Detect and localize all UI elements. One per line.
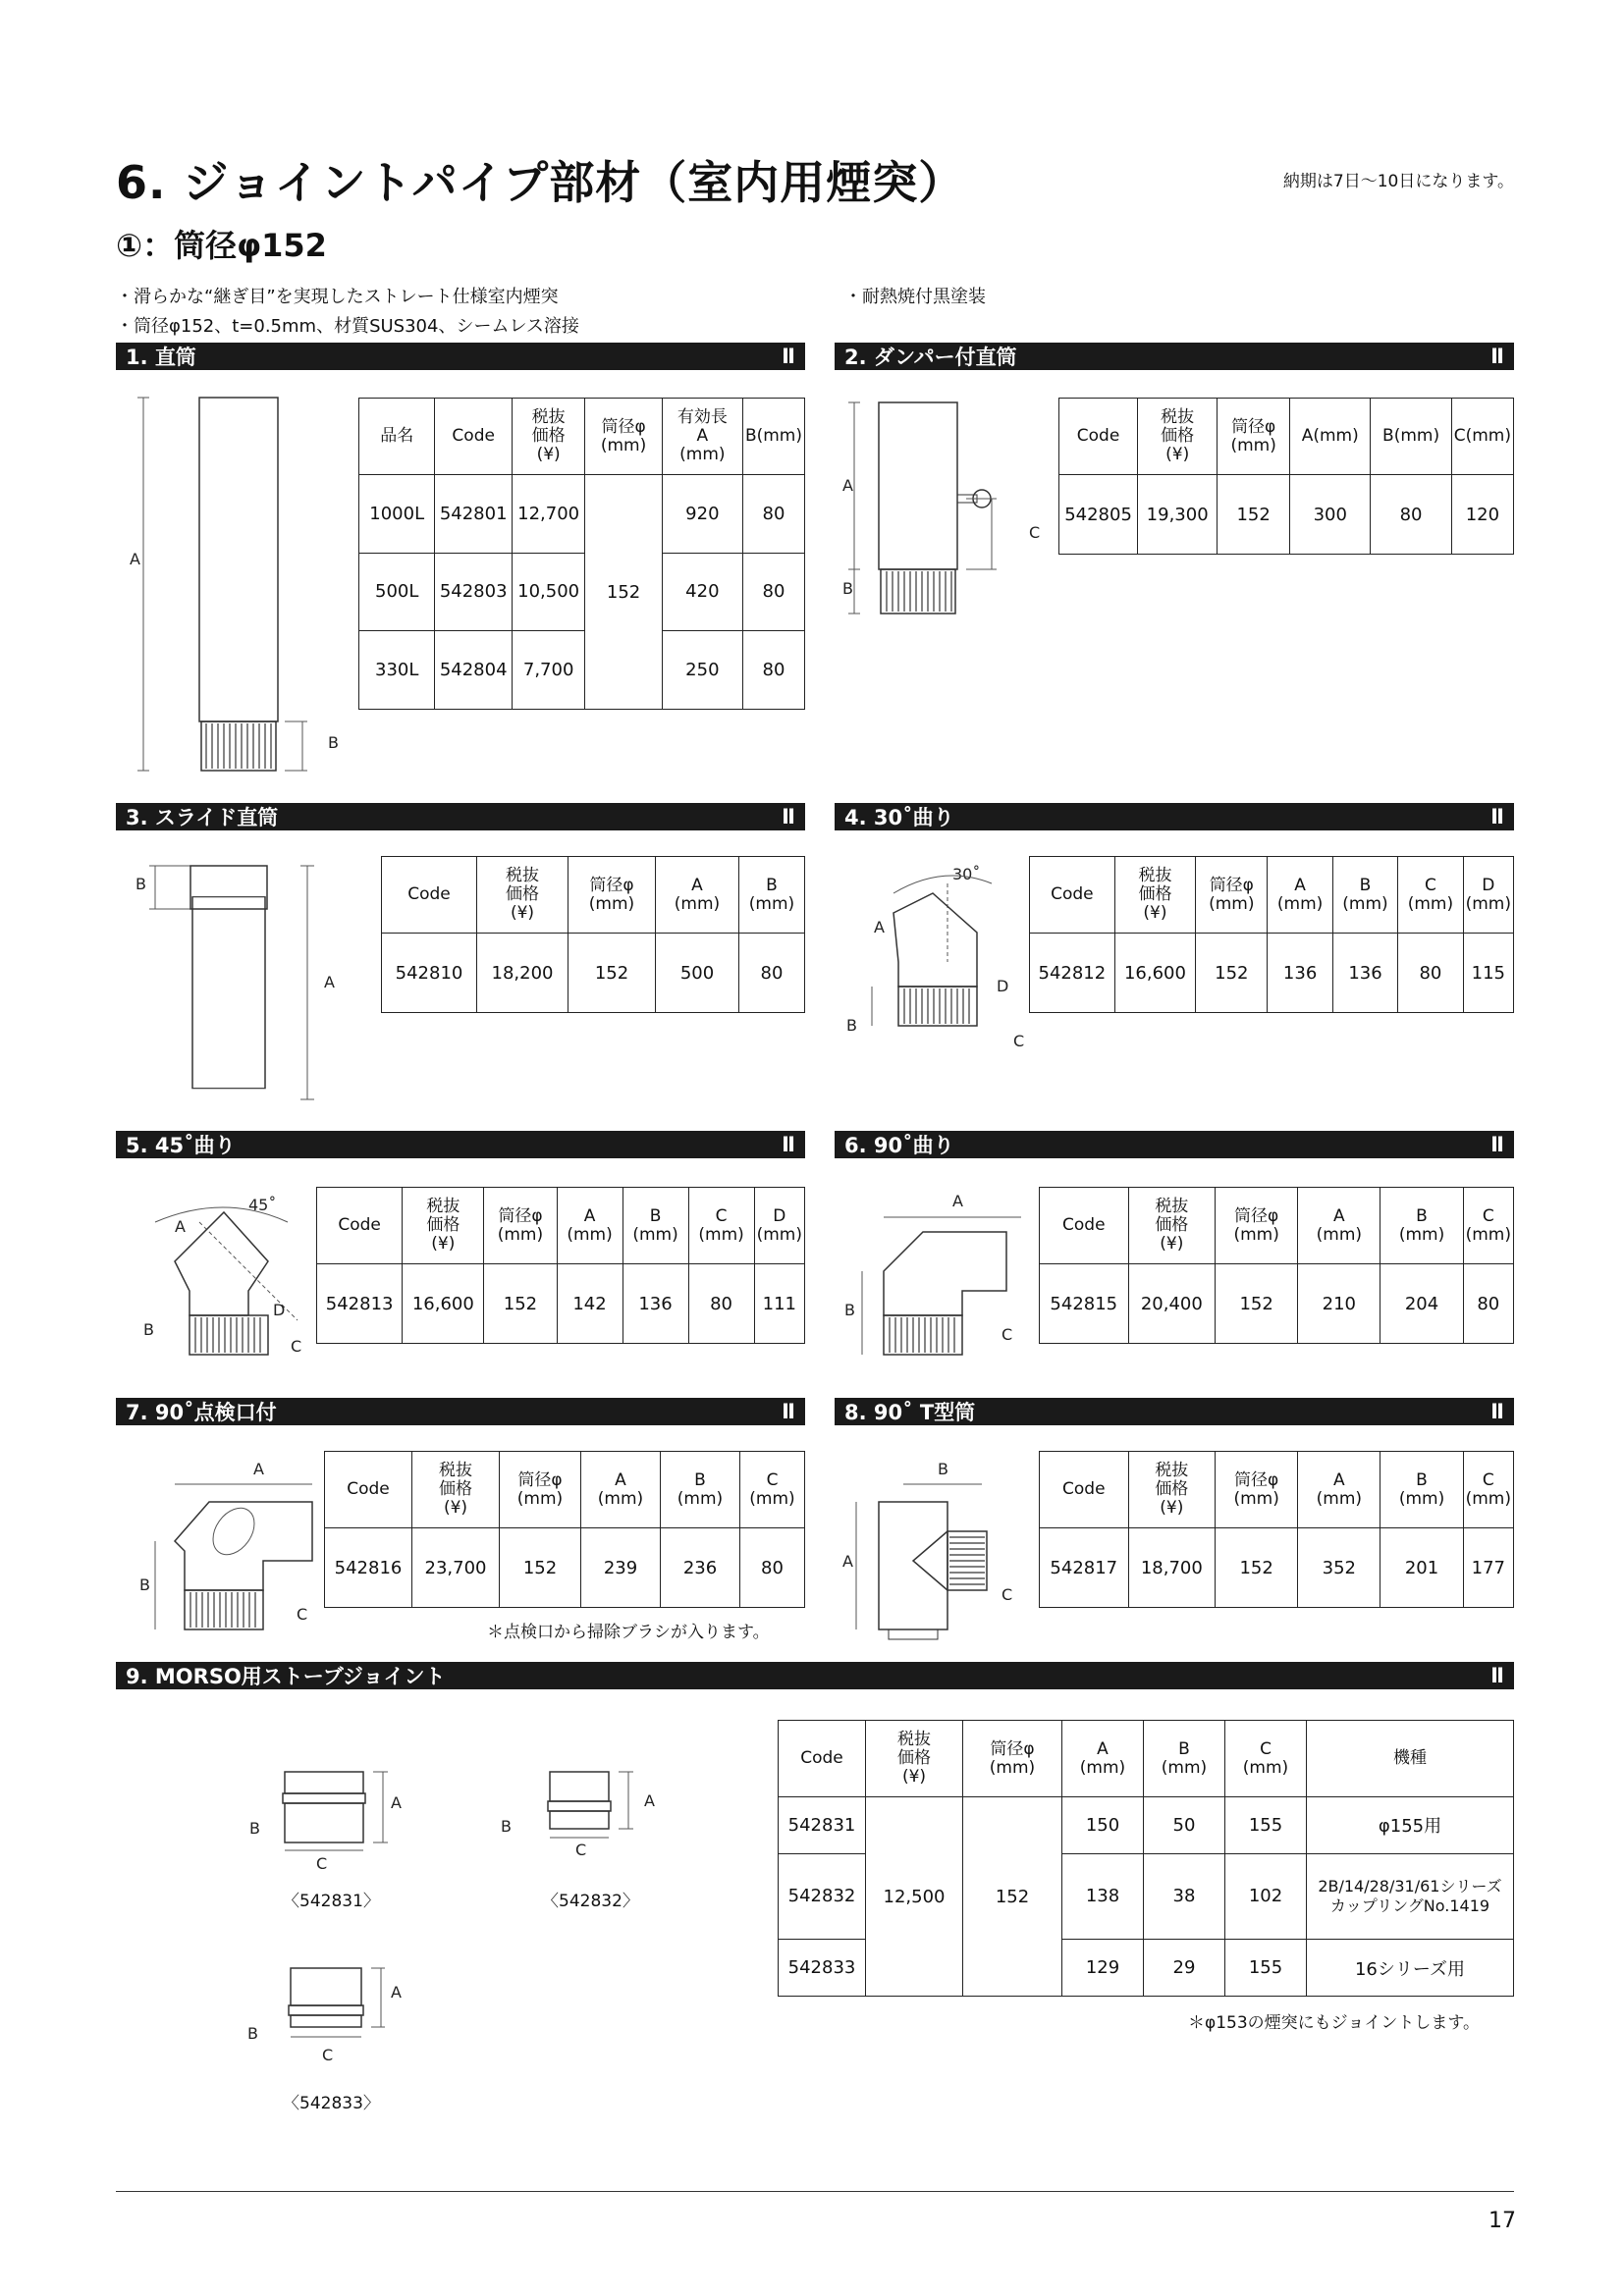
col-b: B(mm): [742, 399, 804, 475]
section-bar-6: [835, 1131, 1514, 1158]
spec-table-6: Code 税抜 価格 (¥) 筒径φ (mm) A (mm) B (mm) C (mm) 542815 20,400 152 210 204 80: [1039, 1187, 1514, 1344]
section-title: 3. スライド直筒: [126, 806, 279, 829]
elbow-90-inspection-diagram: [116, 1453, 332, 1639]
table-row: 542810 18,200 152 500 80: [382, 934, 805, 1013]
section-mark: Ⅱ: [1490, 1664, 1504, 1687]
svg-text:B: B: [139, 1575, 150, 1594]
svg-text:45˚: 45˚: [248, 1196, 277, 1214]
col-code: Code: [435, 399, 513, 475]
svg-text:D: D: [273, 1301, 286, 1319]
svg-text:A: A: [952, 1192, 963, 1210]
section-bar-7: [116, 1398, 805, 1425]
spec-table-2: Code 税抜 価格 (¥) 筒径φ (mm) A(mm) B(mm) C(mm) 542805 19,300 152 300 80 120: [1058, 398, 1514, 555]
spec-table-1: [358, 398, 805, 710]
table-row: 542813 16,600 152 142 136 80 111: [317, 1264, 805, 1344]
slide-pipe-diagram: [116, 854, 352, 1109]
svg-text:B: B: [846, 1016, 857, 1035]
joint-note: ＊φ153の煙突にもジョイントします。: [1188, 2013, 1480, 2033]
svg-text:C: C: [297, 1605, 308, 1624]
section-mark: Ⅱ: [1490, 345, 1504, 368]
svg-text:A: A: [175, 1217, 186, 1236]
table-row: 542815 20,400 152 210 204 80: [1040, 1264, 1514, 1344]
spec-table-3: Code 税抜 価格 (¥) 筒径φ (mm) A (mm) B (mm) 542810 18,200 152 500 80: [381, 856, 805, 1013]
svg-text:B: B: [844, 1301, 855, 1319]
svg-text:A: A: [391, 1793, 402, 1812]
section-bar-4: [835, 803, 1514, 830]
spec-table-9: Code 税抜 価格 (¥) 筒径φ (mm) A (mm) B (mm) C (mm) 機種 542831 12,500 152 150 50 155 φ155用 542832 138 38 102 2B/14/28/31/61シリーズ カップリングNo.1419 542833 129 29 155 16シリーズ用: [778, 1720, 1514, 1997]
svg-text:A: A: [874, 918, 885, 936]
feature-note-1: ・滑らかな“継ぎ目”を実現したストレート仕様室内煙突: [116, 287, 559, 307]
section-mark: Ⅱ: [782, 1133, 795, 1156]
svg-text:C: C: [291, 1337, 302, 1356]
section-mark: Ⅱ: [1490, 805, 1504, 828]
section-title: 9. MORSO用ストーブジョイント: [126, 1665, 446, 1688]
tee-pipe-diagram: [835, 1453, 1031, 1649]
section-mark: Ⅱ: [782, 805, 795, 828]
svg-text:A: A: [391, 1983, 402, 2002]
straight-pipe-diagram: [116, 388, 361, 780]
svg-text:C: C: [1001, 1585, 1013, 1604]
elbow-30-diagram: [835, 854, 1031, 1070]
svg-text:A: A: [842, 476, 853, 495]
caption-542833: 〈542833〉: [283, 2094, 380, 2113]
elbow-45-diagram: [116, 1183, 322, 1364]
col-price: 税抜 価格 (¥): [512, 399, 584, 475]
spec-table-7: Code 税抜 価格 (¥) 筒径φ (mm) A (mm) B (mm) C (mm) 542816 23,700 152 239 236 80: [324, 1451, 805, 1608]
feature-note-2: ・筒径φ152、t=0.5mm、材質SUS304、シームレス溶接: [116, 316, 579, 337]
svg-text:C: C: [322, 2046, 334, 2064]
svg-text:B: B: [842, 579, 853, 598]
table-row: 542812 16,600 152 136 136 80 115: [1030, 934, 1514, 1013]
page-title: 6. ジョイントパイプ部材（室内用煙突）: [116, 156, 965, 209]
table-row: 542817 18,700 152 352 201 177: [1040, 1528, 1514, 1608]
feature-note-3: ・耐熱焼付黒塗装: [844, 287, 986, 307]
col-hinmei: 品名: [359, 399, 435, 475]
section-subtitle: ①：筒径φ152: [116, 227, 327, 264]
svg-text:C: C: [575, 1841, 587, 1859]
col-dia: 筒径φ (mm): [585, 399, 662, 475]
spec-table-8: Code 税抜 価格 (¥) 筒径φ (mm) A (mm) B (mm) C (mm) 542817 18,700 152 352 201 177: [1039, 1451, 1514, 1608]
svg-text:B: B: [247, 2024, 258, 2043]
svg-text:B: B: [143, 1320, 154, 1339]
col-eff: 有効長 A (mm): [662, 399, 742, 475]
damper-pipe-diagram: [835, 393, 1060, 628]
svg-text:A: A: [644, 1791, 655, 1810]
section-mark: Ⅱ: [782, 345, 795, 368]
caption-542831: 〈542831〉: [283, 1892, 380, 1911]
inspection-note: ＊点検口から掃除ブラシが入ります。: [487, 1623, 770, 1642]
section-mark: Ⅱ: [782, 1400, 795, 1423]
section-title: 8. 90˚ T型筒: [844, 1401, 976, 1424]
section-mark: Ⅱ: [1490, 1400, 1504, 1423]
svg-text:B: B: [135, 875, 146, 893]
section-bar-9: [116, 1662, 1514, 1689]
dim-b: B: [328, 733, 339, 752]
svg-text:C: C: [1029, 523, 1041, 542]
caption-542832: 〈542832〉: [542, 1892, 639, 1911]
table-row: 542832 138 38 102 2B/14/28/31/61シリーズ カップリングNo.1419: [779, 1853, 1514, 1940]
svg-text:C: C: [1013, 1032, 1025, 1050]
svg-text:B: B: [249, 1819, 260, 1838]
spec-table-4: Code 税抜 価格 (¥) 筒径φ (mm) A (mm) B (mm) C (mm) D (mm) 542812 16,600 152 136 136 80 115: [1029, 856, 1514, 1013]
joint-542833-diagram: [245, 1958, 422, 2106]
svg-text:30˚: 30˚: [952, 865, 981, 883]
delivery-note: 納期は7日〜10日になります。: [1282, 172, 1514, 191]
elbow-90-diagram: [835, 1183, 1031, 1364]
section-title: 7. 90˚点検口付: [126, 1401, 277, 1424]
section-title: 5. 45˚曲り: [126, 1134, 236, 1157]
spec-table-5: Code 税抜 価格 (¥) 筒径φ (mm) A (mm) B (mm) C (mm) D (mm) 542813 16,600 152 142 136 80 111: [316, 1187, 805, 1344]
section-bar-1: [116, 343, 805, 370]
svg-text:C: C: [316, 1854, 328, 1873]
svg-text:B: B: [501, 1817, 512, 1836]
section-title: 4. 30˚曲り: [844, 806, 954, 829]
svg-text:A: A: [324, 973, 335, 991]
dim-a: A: [130, 550, 140, 568]
section-title: 1. 直筒: [126, 346, 196, 369]
svg-text:B: B: [938, 1460, 948, 1478]
section-bar-5: [116, 1131, 805, 1158]
svg-text:C: C: [1001, 1325, 1013, 1344]
table-row: 542816 23,700 152 239 236 80: [325, 1528, 805, 1608]
table-row: 542805 19,300 152 300 80 120: [1059, 475, 1514, 555]
section-title: 6. 90˚曲り: [844, 1134, 954, 1157]
section-bar-3: [116, 803, 805, 830]
footer-rule: [116, 2191, 1514, 2192]
section-title: 2. ダンパー付直筒: [844, 346, 1017, 369]
dia-cell: 152: [585, 475, 662, 710]
table-row: 330L 542804 7,700 250 80: [359, 631, 805, 710]
table-row: 500L 542803 10,500 420 80: [359, 553, 805, 631]
svg-text:D: D: [997, 977, 1009, 995]
section-bar-8: [835, 1398, 1514, 1425]
page-number: 17: [1489, 2209, 1516, 2233]
section-bar-2: [835, 343, 1514, 370]
table-row: 1000L 542801 12,700 152 920 80: [359, 475, 805, 554]
svg-text:A: A: [253, 1460, 264, 1478]
table-row: 542831 12,500 152 150 50 155 φ155用: [779, 1797, 1514, 1854]
svg-text:A: A: [842, 1552, 853, 1571]
section-mark: Ⅱ: [1490, 1133, 1504, 1156]
table-row: 542833 129 29 155 16シリーズ用: [779, 1940, 1514, 1997]
